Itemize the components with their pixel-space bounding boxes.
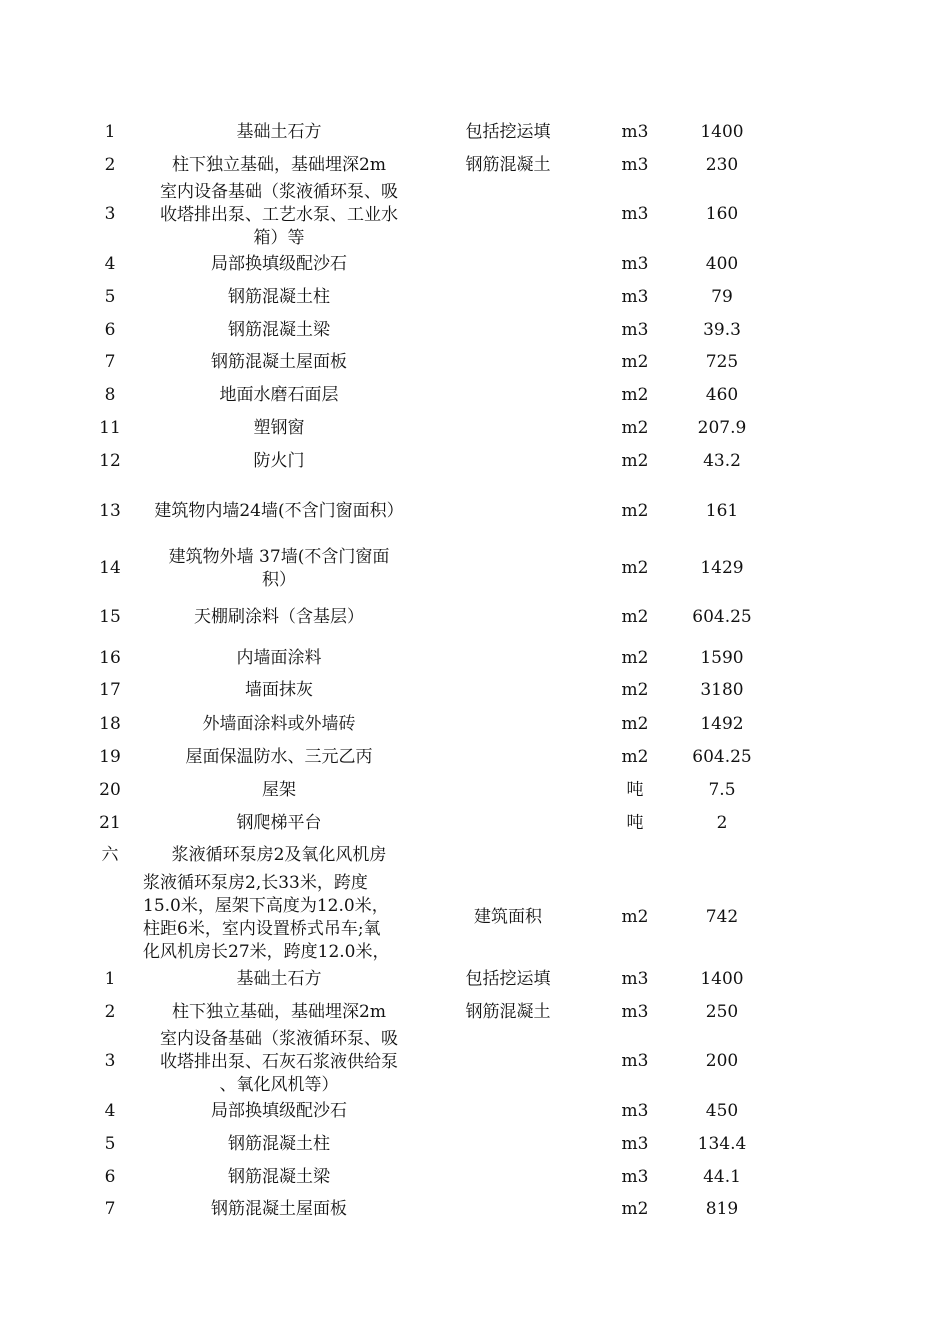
item-number: 7	[104, 352, 116, 372]
item-quantity: 725	[705, 352, 739, 372]
item-number: 16	[99, 648, 121, 668]
table-row	[0, 873, 950, 962]
item-unit: m2	[621, 907, 649, 927]
item-unit: m2	[621, 714, 649, 734]
item-name: 钢爬梯平台	[236, 813, 322, 833]
item-quantity: 161	[705, 501, 739, 521]
item-quantity: 230	[705, 155, 739, 175]
table-row	[0, 181, 950, 248]
item-unit: m2	[621, 385, 649, 405]
table-row	[0, 647, 950, 671]
item-name: 室内设备基础（浆液循环泵、吸 收塔排出泵、工艺水泵、工业水 箱）等	[160, 181, 398, 248]
item-unit: m2	[621, 501, 649, 521]
table-row	[0, 1028, 950, 1095]
item-number: 12	[99, 451, 121, 471]
item-number: 4	[104, 254, 116, 274]
item-note: 钢筋混凝土	[465, 1002, 551, 1022]
item-number: 2	[104, 1002, 116, 1022]
item-unit: m3	[621, 1002, 649, 1022]
item-quantity: 1400	[700, 122, 744, 142]
item-quantity: 39.3	[703, 320, 741, 340]
item-unit: m2	[621, 558, 649, 578]
item-quantity: 250	[705, 1002, 739, 1022]
item-name: 局部换填级配沙石	[211, 254, 347, 274]
table-row	[0, 384, 950, 408]
item-unit: m3	[621, 1051, 649, 1071]
item-name: 钢筋混凝土梁	[228, 1167, 330, 1187]
item-unit: m3	[621, 254, 649, 274]
item-number: 13	[99, 501, 121, 521]
table-row	[0, 121, 950, 145]
table-row	[0, 450, 950, 474]
item-name: 基础土石方	[236, 122, 322, 142]
item-unit: m3	[621, 287, 649, 307]
item-name: 建筑物外墙 37墙(不含门窗面 积）	[168, 547, 390, 590]
item-unit: m3	[621, 1134, 649, 1154]
item-name: 浆液循环泵房2及氧化风机房	[171, 845, 387, 865]
item-unit: m2	[621, 451, 649, 471]
item-note: 钢筋混凝土	[465, 155, 551, 175]
item-quantity: 1590	[700, 648, 744, 668]
item-note: 建筑面积	[474, 907, 542, 927]
item-name: 室内设备基础（浆液循环泵、吸 收塔排出泵、石灰石浆液供给泵 、氧化风机等）	[160, 1028, 398, 1095]
item-number: 17	[99, 680, 121, 700]
item-quantity: 1429	[700, 558, 744, 578]
item-unit: m2	[621, 747, 649, 767]
item-name: 地面水磨石面层	[219, 385, 339, 405]
item-quantity: 604.25	[692, 607, 752, 627]
item-number: 15	[99, 607, 121, 627]
item-number: 8	[104, 385, 116, 405]
item-number: 6	[104, 1167, 116, 1187]
item-number: 20	[99, 780, 121, 800]
item-unit: m2	[621, 352, 649, 372]
item-number: 1	[104, 969, 116, 989]
item-number: 14	[99, 558, 121, 578]
item-quantity: 200	[705, 1051, 739, 1071]
table-row	[0, 679, 950, 703]
item-number: 5	[104, 1134, 116, 1154]
table-row	[0, 286, 950, 310]
table-row	[0, 500, 950, 524]
item-unit: m2	[621, 607, 649, 627]
item-quantity: 160	[705, 204, 739, 224]
table-row	[0, 1133, 950, 1157]
item-name: 局部换填级配沙石	[211, 1101, 347, 1121]
table-row	[0, 547, 950, 590]
item-quantity: 400	[705, 254, 739, 274]
table-row	[0, 812, 950, 836]
item-unit: m2	[621, 680, 649, 700]
item-name: 天棚刷涂料（含基层）	[194, 607, 364, 627]
table-row	[0, 746, 950, 770]
item-number: 六	[101, 845, 119, 865]
table-row	[0, 319, 950, 343]
item-name: 浆液循环泵房2,长33米，跨度 15.0米，屋架下高度为12.0米， 柱距6米，室内设置桥式吊车;氧 化风机房长27米，跨度12.0米，	[143, 873, 390, 962]
item-name: 屋架	[262, 780, 296, 800]
item-unit: m2	[621, 1199, 649, 1219]
item-unit: 吨	[626, 813, 644, 833]
item-number: 11	[99, 418, 121, 438]
item-unit: m3	[621, 320, 649, 340]
item-name: 基础土石方	[236, 969, 322, 989]
table-row	[0, 1198, 950, 1222]
item-name: 钢筋混凝土柱	[228, 1134, 330, 1154]
item-name: 屋面保温防水、三元乙丙	[185, 747, 373, 767]
item-number: 5	[104, 287, 116, 307]
table-row	[0, 1001, 950, 1025]
item-number: 21	[99, 813, 121, 833]
item-quantity: 44.1	[703, 1167, 741, 1187]
table-row	[0, 417, 950, 441]
item-name: 内墙面涂料	[236, 648, 322, 668]
item-unit: 吨	[626, 780, 644, 800]
item-quantity: 450	[705, 1101, 739, 1121]
item-unit: m3	[621, 155, 649, 175]
item-name: 钢筋混凝土柱	[228, 287, 330, 307]
item-unit: m3	[621, 122, 649, 142]
item-name: 钢筋混凝土屋面板	[211, 1199, 347, 1219]
item-name: 防火门	[253, 451, 305, 471]
item-quantity: 1400	[700, 969, 744, 989]
item-quantity: 460	[705, 385, 739, 405]
item-name: 柱下独立基础，基础埋深2m	[172, 1002, 386, 1022]
item-number: 1	[104, 122, 116, 142]
item-quantity: 1492	[700, 714, 744, 734]
item-quantity: 43.2	[703, 451, 741, 471]
table-row	[0, 968, 950, 992]
item-name: 塑钢窗	[253, 418, 305, 438]
item-unit: m3	[621, 1101, 649, 1121]
item-quantity: 604.25	[692, 747, 752, 767]
item-number: 3	[104, 1051, 116, 1071]
item-unit: m3	[621, 204, 649, 224]
item-number: 2	[104, 155, 116, 175]
table-row	[0, 844, 950, 868]
table-row	[0, 779, 950, 803]
item-unit: m3	[621, 1167, 649, 1187]
item-number: 3	[104, 204, 116, 224]
table-row	[0, 606, 950, 630]
item-name: 钢筋混凝土屋面板	[211, 352, 347, 372]
item-quantity: 819	[705, 1199, 739, 1219]
item-number: 4	[104, 1101, 116, 1121]
item-unit: m2	[621, 648, 649, 668]
item-quantity: 207.9	[697, 418, 747, 438]
item-quantity: 7.5	[708, 780, 736, 800]
item-number: 6	[104, 320, 116, 340]
item-name: 钢筋混凝土梁	[228, 320, 330, 340]
item-number: 19	[99, 747, 121, 767]
item-name: 墙面抹灰	[245, 680, 313, 700]
item-quantity: 742	[705, 907, 739, 927]
item-quantity: 134.4	[697, 1134, 747, 1154]
table-row	[0, 1100, 950, 1124]
table-row	[0, 154, 950, 178]
item-note: 包括挖运填	[465, 969, 551, 989]
item-quantity: 79	[711, 287, 733, 307]
item-quantity: 3180	[700, 680, 744, 700]
item-name: 建筑物内墙24墙(不含门窗面积）	[154, 501, 404, 521]
item-number: 18	[99, 714, 121, 734]
item-quantity: 2	[716, 813, 728, 833]
item-name: 柱下独立基础，基础埋深2m	[172, 155, 386, 175]
table-row	[0, 351, 950, 375]
table-row	[0, 1166, 950, 1190]
item-note: 包括挖运填	[465, 122, 551, 142]
item-unit: m2	[621, 418, 649, 438]
item-unit: m3	[621, 969, 649, 989]
table-row	[0, 713, 950, 737]
item-name: 外墙面涂料或外墙砖	[202, 714, 356, 734]
item-number: 7	[104, 1199, 116, 1219]
table-row	[0, 253, 950, 277]
